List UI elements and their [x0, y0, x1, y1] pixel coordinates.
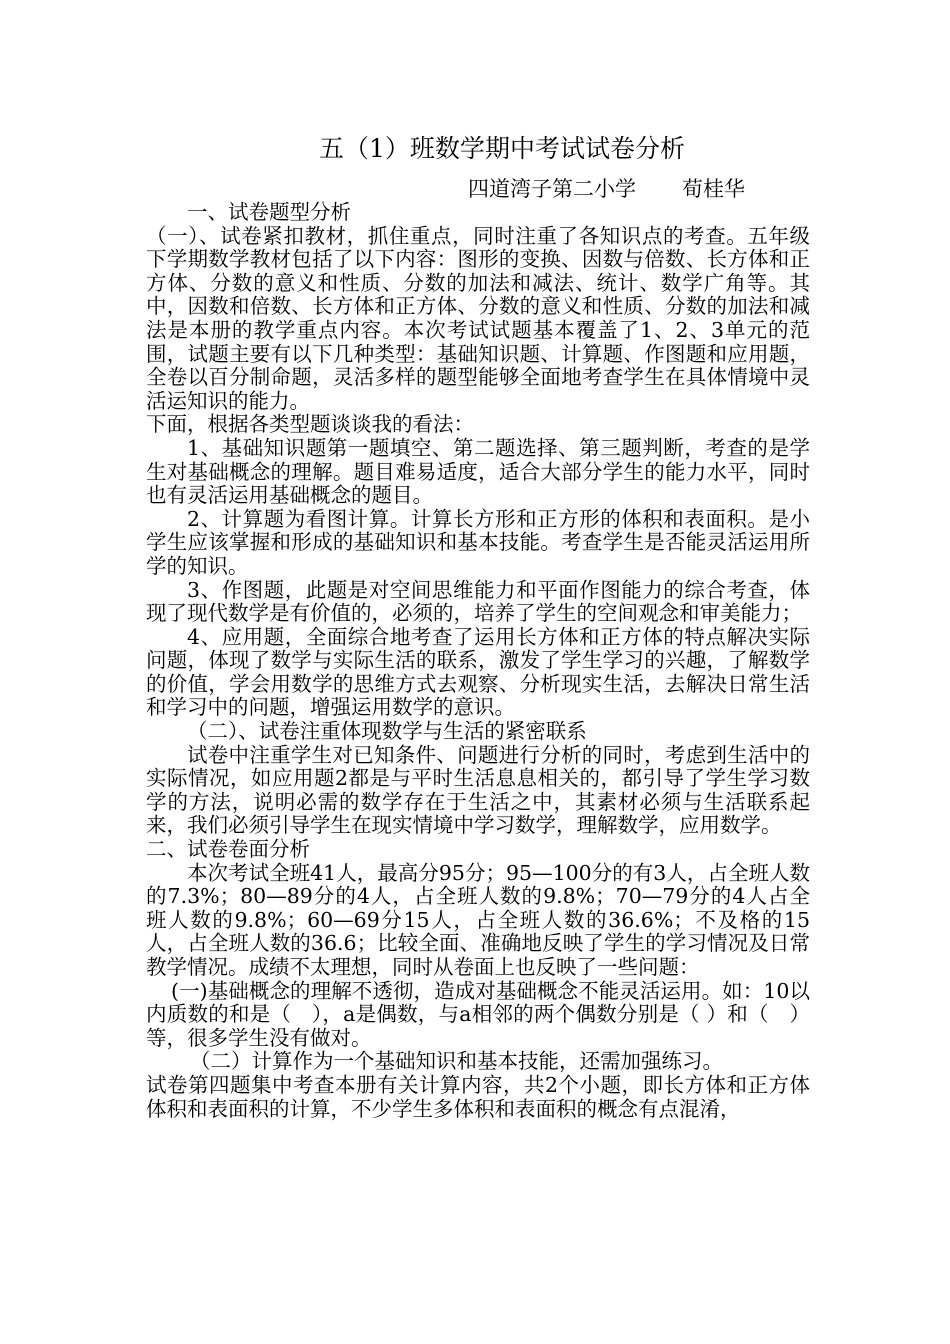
- author-name: 荀桂华: [682, 177, 745, 201]
- paragraph: 下面，根据各类型题谈谈我的看法：: [146, 412, 474, 437]
- heading-paper-analysis: 二、试卷卷面分析: [146, 837, 310, 862]
- paragraph: 4、应用题，全面综合地考查了运用长方体和正方体的特点解决实际问题，体现了数学与实际生活的联系，激发了学生学习的兴趣，了解数学的价值，学会用数学的思维方式去观察、分析现实生活，去解决日常生活和学习中的问题，增强运用数学的意识。: [146, 624, 810, 720]
- document-title: 五（1）班数学期中考试试卷分析: [319, 134, 685, 163]
- paragraph: (一)基础概念的理解不透彻，造成对基础概念不能灵活运用。如：10以内质数的和是（ ），a是偶数，与a相邻的两个偶数分别是（ ）和（ ）等，很多学生没有做对。: [146, 978, 810, 1050]
- heading-question-types: 一、试卷题型分析: [187, 200, 351, 224]
- author-line: [468, 176, 745, 202]
- paragraph: 试卷第四题集中考查本册有关计算内容，共2个小题，即长方体和正方体体积和表面积的计算，不少学生多体积和表面积的概念有点混淆，: [146, 1072, 810, 1121]
- paragraph: 本次考试全班41人，最高分95分；95—100分的有3人，占全班人数的7.3%；80—89分的4人，占全班人数的9.8%；70—79分的4人占全班人数的9.8%；60—69分15人，占全班人数的36.6%；不及格的15人，占全班人数的36.6；比较全面、准确地反映了学生的学习情况及日常教学情况。成绩不太理想，同时从卷面上也反映了一些问题：: [146, 860, 810, 979]
- paragraph: 试卷中注重学生对已知条件、问题进行分析的同时，考虑到生活中的实际情况，如应用题2都是与平时生活息息相关的，都引导了学生学习数学的方法，说明必需的数学存在于生活之中，其素材必须与生活联系起来，我们必须引导学生在现实情境中学习数学，理解数学，应用数学。: [146, 742, 810, 838]
- school-name: 四道湾子第二小学: [468, 177, 636, 201]
- document-body: [146, 201, 810, 1121]
- paragraph: （一）、试卷紧扣教材，抓住重点，同时注重了各知识点的考查。五年级下学期数学教材包括了以下内容：图形的变换、因数与倍数、长方体和正方体、分数的意义和性质、分数的加法和减法、统计、数学广角等。其中，因数和倍数、长方体和正方体、分数的意义和性质、分数的加法和减法是本册的教学重点内容。本次考试试题基本覆盖了1、2、3单元的范围，试题主要有以下几种类型：基础知识题、计算题、作图题和应用题，全卷以百分制命题，灵活多样的题型能够全面地考查学生在具体情境中灵活运知识的能力。: [146, 223, 810, 413]
- paragraph: 1、基础知识题第一题填空、第二题选择、第三题判断，考查的是学生对基础概念的理解。题目难易适度，适合大部分学生的能力水平，同时也有灵活运用基础概念的题目。: [146, 435, 810, 508]
- paragraph: 2、计算题为看图计算。计算长方形和正方形的体积和表面积。是小学生应该掌握和形成的基础知识和基本技能。考查学生是否能灵活运用所学的知识。: [146, 506, 810, 578]
- paragraph: 3、作图题，此题是对空间思维能力和平面作图能力的综合考查，体现了现代数学是有价值的，必须的，培养了学生的空间观念和审美能力；: [146, 577, 810, 626]
- heading-calculation: （二）计算作为一个基础知识和基本技能，还需加强练习。: [190, 1049, 723, 1074]
- heading-life-connection: （二）、试卷注重体现数学与生活的紧密联系: [187, 719, 587, 744]
